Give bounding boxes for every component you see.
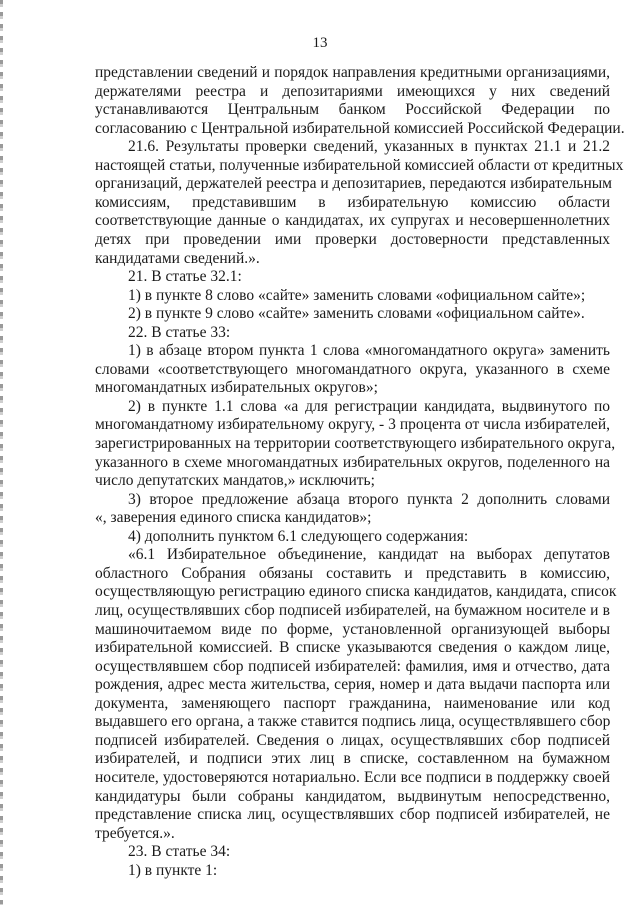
text-line: словами «соответствующего многомандатного округа, указанного в схеме — [95, 360, 610, 378]
text-line: кандидатуры были собраны кандидатом, выдвинутым непосредственно, — [95, 787, 610, 805]
text-line: держателями реестра и депозитариями имеющихся у них сведений — [95, 82, 610, 100]
text-line: осуществлявшем сбор подписей избирателей: фамилия, имя и отчество, дата — [95, 657, 610, 675]
text-line: избирательной комиссией. В списке указываются сведения о каждом лице, — [95, 639, 610, 657]
text-line: рождения, адрес места жительства, серия, номер и дата выдачи паспорта или — [95, 676, 610, 694]
text-line: кандидатами сведений.». — [95, 249, 260, 267]
text-line: выдавшего его органа, а также ставится подпись лица, осуществлявшего сбор — [95, 713, 611, 731]
text-line: 1) в пункте 1: — [128, 861, 218, 879]
text-line: представлении сведений и порядок направления кредитными организациями, — [95, 64, 610, 81]
text-line: 1) в пункте 8 слово «сайте» заменить словами «официальном сайте»; — [128, 286, 586, 304]
text-line: комиссиям, представившим в избирательную комиссию области — [95, 193, 610, 211]
text-line: 21. В статье 32.1: — [128, 268, 242, 286]
text-line: избирателей, и подписи этих лиц в списке, составленном на бумажном — [95, 750, 610, 768]
text-line: документа, заменяющего паспорт гражданина, наименование или код — [95, 694, 610, 712]
text-line: устанавливаются Центральным банком Российской Федерации по — [95, 101, 610, 119]
text-line: лиц, осуществлявших сбор подписей избирателей, на бумажном носителе и в — [95, 602, 610, 619]
text-line: указанного в схеме многомандатных избирательных округов, поделенного на — [95, 453, 610, 471]
text-line: зарегистрированных на территории соответствующего избирательного округа, — [95, 435, 616, 452]
text-line: 21.6. Результаты проверки сведений, указанных в пунктах 21.1 и 21.2 — [128, 138, 610, 156]
text-line: многомандатному избирательному округу, - 3 процента от числа избирателей, — [95, 416, 610, 434]
text-line: число депутатских мандатов,» исключить; — [95, 472, 375, 490]
text-line: машиночитаемом виде по форме, установленной организующей выборы — [95, 620, 610, 638]
text-line: 22. В статье 33: — [128, 323, 231, 341]
text-line: 3) второе предложение абзаца второго пункта 2 дополнить словами — [128, 490, 610, 508]
text-line: многомандатных избирательных округов»; — [95, 379, 378, 397]
text-line: 4) дополнить пунктом 6.1 следующего содержания: — [128, 527, 469, 545]
text-line: 23. В статье 34: — [128, 843, 231, 861]
text-line: «6.1 Избирательное объединение, кандидат на выборах депутатов — [128, 546, 610, 564]
text-line: «, заверения единого списка кандидатов»; — [95, 509, 372, 527]
text-line: 2) в пункте 1.1 слова «а для регистрации кандидата, выдвинутого по — [128, 397, 610, 415]
page-number: 13 — [312, 35, 328, 51]
text-line: организаций, держателей реестра и депозитариев, передаются избирательным — [95, 175, 612, 193]
text-line: подписей избирателей. Сведения о лицах, осуществлявших сбор подписей — [95, 731, 610, 749]
text-line: соответствующие данные о кандидатах, их супругах и несовершеннолетних — [95, 212, 610, 230]
text-line: осуществляющую регистрацию единого списка кандидатов, кандидата, список — [95, 583, 617, 601]
text-line: согласованию с Центральной избирательной комиссией Российской Федерации. — [95, 119, 625, 137]
text-line: областного Собрания обязаны составить и представить в комиссию, — [95, 564, 610, 582]
text-line: представление списка лиц, осуществлявших сбор подписей избирателей, не — [95, 806, 610, 823]
text-line: носителе, удостоверяются нотариально. Если все подписи в поддержку своей — [95, 768, 610, 786]
text-line: 2) в пункте 9 слово «сайте» заменить словами «официальном сайте». — [128, 305, 585, 323]
text-line: 1) в абзаце втором пункта 1 слова «многомандатного округа» заменить — [128, 342, 610, 360]
text-line: детях при проведении ими проверки достоверности представленных — [95, 231, 610, 248]
text-line: требуется.». — [95, 824, 175, 842]
text-line: настоящей статьи, полученные избирательной комиссией области от кредитных — [95, 156, 624, 174]
